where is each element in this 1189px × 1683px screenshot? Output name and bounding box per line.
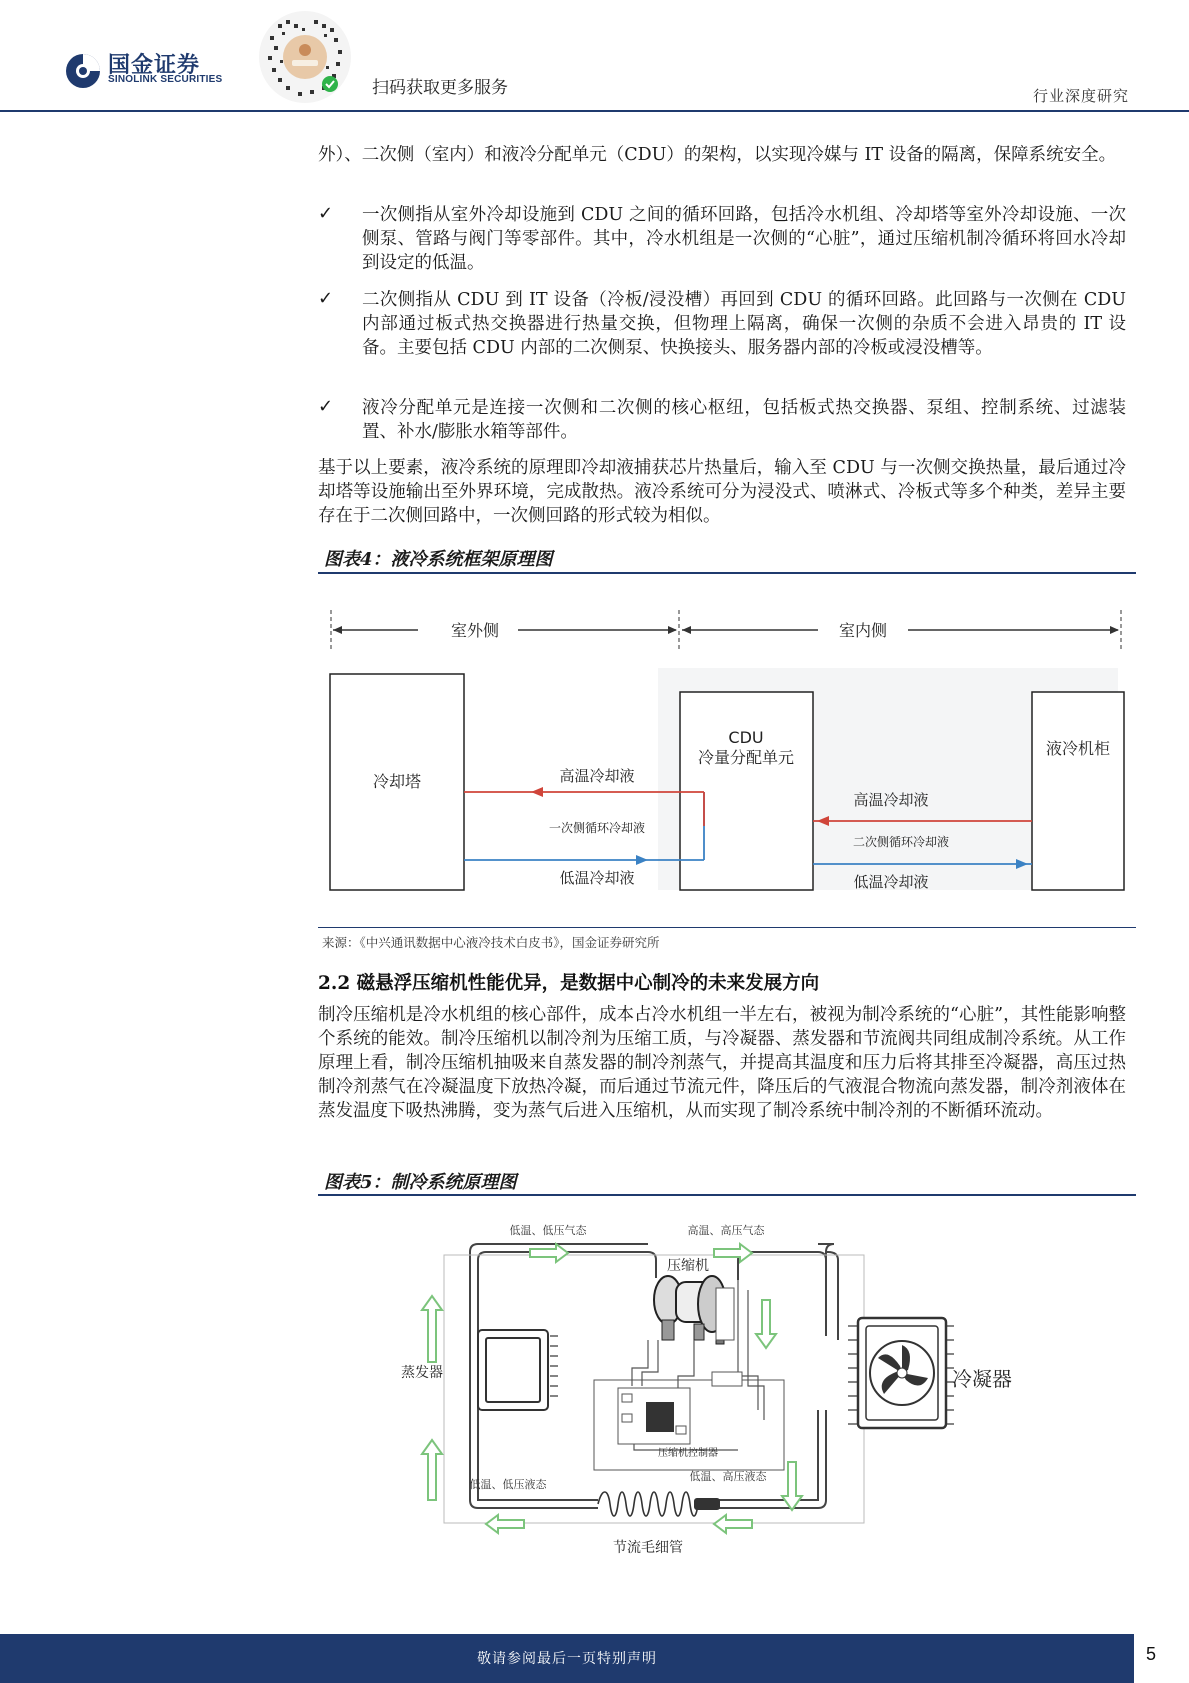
- right-cold-label: 低温冷却液: [853, 873, 929, 891]
- arrow-right-upper-icon: [756, 1300, 776, 1348]
- figure5-top-rule: [318, 1194, 1136, 1196]
- qr-code-icon[interactable]: [258, 10, 352, 104]
- figure4-title: 图表4：液冷系统框架原理图: [324, 549, 553, 570]
- compressor-label: 压缩机: [667, 1258, 709, 1274]
- bullet-secondary-side: 二次侧指从 CDU 到 IT 设备（冷板/浸没槽）再回到 CDU 的循环回路。此回路与一次侧在 CDU 内部通过板式热交换器进行热量交换，但物理上隔离，确保一次侧的杂质不会进入昂贵的 IT 设备。主要包括 CDU 内部的二次侧泵、快换接头、服务器内部的冷板或浸没槽等。: [362, 290, 1126, 358]
- capillary-label: 节流毛细管: [613, 1540, 683, 1556]
- indoor-label: 室内侧: [838, 621, 888, 640]
- cdu-label-cn: 冷量分配单元: [697, 748, 795, 767]
- pipe-bottom-right: [708, 1410, 826, 1508]
- left-cold-label: 低温冷却液: [559, 869, 635, 887]
- arrow-left-lower-icon: [422, 1440, 442, 1500]
- arrow-bottom-left-icon: [486, 1515, 524, 1533]
- figure4-top-rule: [318, 572, 1136, 574]
- section-paragraph: 制冷压缩机是冷水机组的核心部件，成本占冷水机组一半左右，被视为制冷系统的“心脏”，其性能影响整个系统的能效。制冷压缩机以制冷剂为压缩工质，与冷凝器、蒸发器和节流阀共同组成制冷系统。从工作原理上看，制冷压缩机抽吸来自蒸发器的制冷剂蒸气，并提高其温度和压力后将其排至冷凝器，高压过热制冷剂蒸气在冷凝温度下放热冷凝，而后通过节流元件，降压后的气液混合物流向蒸发器，制冷剂液体在蒸发温度下吸热沸腾，变为蒸气后进入压缩机，从而实现了制冷系统中制冷剂的不断循环流动。: [318, 1005, 1126, 1121]
- evaporator-icon: [478, 1330, 558, 1410]
- report-category: 行业深度研究: [1032, 87, 1129, 105]
- bullet-cdu: 液冷分配单元是连接一次侧和二次侧的核心枢纽，包括板式热交换器、泵组、控制系统、过滤装置、补水/膨胀水箱等部件。: [362, 398, 1126, 442]
- arrow-left-upper-icon: [422, 1296, 442, 1362]
- check-icon: ✓: [318, 203, 334, 224]
- footer-notice: 敬请参阅最后一页特别声明: [477, 1651, 657, 1667]
- state-low-liquid: 低温、低压液态: [469, 1478, 547, 1491]
- evaporator-label: 蒸发器: [401, 1365, 443, 1381]
- figure4-diagram: [318, 590, 1136, 910]
- cdu-label: CDU: [728, 728, 764, 747]
- page-number: 5: [1146, 1644, 1157, 1664]
- condenser-label: 冷凝器: [952, 1367, 1012, 1391]
- arrow-bottom-right-icon: [714, 1515, 752, 1533]
- figure5-title: 图表5：制冷系统原理图: [324, 1172, 517, 1193]
- capillary-coil-icon: [598, 1492, 698, 1516]
- bullet-primary-side: 一次侧指从室外冷却设施到 CDU 之间的循环回路，包括冷水机组、冷却塔等室外冷却设施、一次侧泵、管路与阀门等零部件。其中，冷水机组是一次侧的“心脏”，通过压缩机制冷循环将回水冷却到设定的低温。: [362, 205, 1126, 273]
- check-icon: ✓: [318, 396, 334, 417]
- figure4-bottom-rule: [318, 927, 1136, 928]
- scan-prompt: 扫码获取更多服务: [372, 78, 508, 98]
- state-low-gas: 低温、低压气态: [509, 1224, 587, 1237]
- section-heading: 2.2 磁悬浮压缩机性能优异，是数据中心制冷的未来发展方向: [318, 973, 820, 994]
- right-loop-label: 二次侧循环冷却液: [852, 835, 950, 849]
- state-high-liquid: 低温、高压液态: [689, 1470, 767, 1483]
- intro-paragraph: 外）、二次侧（室内）和液冷分配单元（CDU）的架构，以实现冷媒与 IT 设备的隔离，保障系统安全。: [318, 145, 1117, 165]
- arrow-right-lower-icon: [782, 1462, 802, 1510]
- figure5-diagram: [318, 1200, 1136, 1580]
- cabinet-label: 液冷机柜: [1045, 739, 1111, 758]
- outdoor-label: 室外侧: [450, 621, 500, 640]
- left-loop-label: 一次侧循环冷却液: [548, 821, 646, 835]
- arrow-top-left-icon: [530, 1244, 568, 1262]
- right-hot-label: 高温冷却液: [853, 791, 929, 809]
- brand-logo-icon: [64, 52, 102, 90]
- brand-name-cn: 国金证券: [108, 53, 201, 78]
- brand-name-en: SINOLINK SECURITIES: [108, 74, 223, 85]
- cooling-tower-label: 冷却塔: [372, 772, 422, 791]
- check-icon: ✓: [318, 288, 334, 309]
- pipe-top-right: [826, 1252, 838, 1340]
- summary-paragraph: 基于以上要素，液冷系统的原理即冷却液捕获芯片热量后，输入至 CDU 与一次侧交换热量，最后通过冷却塔等设施输出至外界环境，完成散热。液冷系统可分为浸没式、喷淋式、冷板式等多个种类，差异主要存在于二次侧回路中，一次侧回路的形式较为相似。: [318, 458, 1126, 526]
- arrow-top-right-icon: [714, 1244, 752, 1262]
- cabinet-box: [1032, 692, 1124, 890]
- condenser-icon: [848, 1318, 954, 1428]
- state-high-gas: 高温、高压气态: [687, 1224, 765, 1237]
- pipe-top-left: [478, 1252, 656, 1310]
- compressor-icon: [654, 1276, 726, 1344]
- header-divider: [0, 110, 1189, 112]
- controller-label: 压缩机控制器: [658, 1448, 718, 1459]
- left-hot-label: 高温冷却液: [559, 767, 635, 785]
- figure-source: 来源：《中兴通讯数据中心液冷技术白皮书》，国金证券研究所: [322, 935, 660, 950]
